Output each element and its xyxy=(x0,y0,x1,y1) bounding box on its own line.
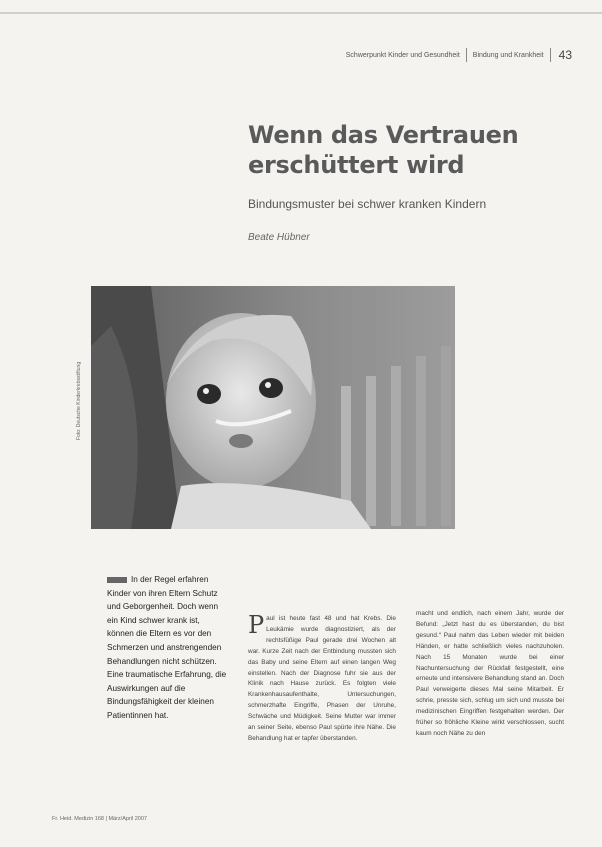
header-divider xyxy=(466,48,467,62)
dropcap: P xyxy=(248,611,265,639)
body-column-1 xyxy=(248,611,396,745)
top-rule xyxy=(0,12,602,14)
body-column-2 xyxy=(416,609,564,740)
article-photo xyxy=(91,286,455,529)
body-column-1-text: aul ist heute fast 48 und hat Krebs. Die Leukämie wurde diagnostiziert, als der rechtsfüßige Paul gerade drei Wochen alt war. Kurze Zeit nach der Entbindung mussten sich das Baby und seine Eltern auf einen langen Weg einstellen. Nach der Diagnose fuhr sie aus der Klinik nach Hause zurück. Es folgten viele Krankenhausaufenthalte, Untersuchungen, schmerzhafte Eingriffe, Phasen der Unruhe, Schwäche und Müdigkeit. Seine Mutter war immer an seiner Seite, ebenso Paul spürte ihre Nähe. Die Behandlung hat er tapfer überstanden. xyxy=(248,615,396,742)
page-number: 43 xyxy=(558,48,572,62)
photo-credit: Foto: Deutsche Kinderkrebsstiftung xyxy=(76,361,82,440)
page-footer: Fr. Heid. Medizin 168 | März/April 2007 xyxy=(52,816,147,822)
article-subtitle: Bindungsmuster bei schwer kranken Kindern xyxy=(248,197,487,211)
running-header xyxy=(346,48,572,62)
body-column-2-text: macht und endlich, nach einem Jahr, wurde der Befund: „Jetzt hast du es überstanden, du bist gesund.“ Paul nahm das Leben wieder mit beiden Händen, er hatte schließlich vieles nachzuholen. Nach 15 Monaten wurde bei einer Nachuntersuchung der Rückfall festgestellt, eine erneute und intensivere Behandlung stand an. Doch Paul verweigerte dieses Mal seine Mitarbeit. Er schrie, presste sich, schlug um sich und musste bei medizinischen Eingriffen festgehalten werden. Der früher so fröhliche Kleine wirkt verschlossen, sucht kaum noch Nähe zu den xyxy=(416,610,564,737)
header-category: Bindung und Krankheit xyxy=(472,51,544,59)
header-divider-2 xyxy=(550,48,551,62)
baby-photo-illustration xyxy=(91,286,455,529)
article-author: Beate Hübner xyxy=(248,232,310,243)
intro-text: In der Regel erfahren Kinder von ihren Eltern Schutz und Geborgenheit. Doch wenn ein Kind schwer krank ist, können die Eltern es vor den Schmerzen und anstrengenden Behandlungen nicht schützen. Eine traumatische Erfahrung, die Auswirkungen auf die Bindungsfähigkeit der kleinen Patientinnen hat. xyxy=(107,575,227,720)
article-title: Wenn das Vertrauen erschüttert wird xyxy=(248,121,519,179)
header-section: Schwerpunkt Kinder und Gesundheit xyxy=(345,51,460,59)
article-intro xyxy=(107,573,227,723)
intro-marker xyxy=(107,577,127,583)
